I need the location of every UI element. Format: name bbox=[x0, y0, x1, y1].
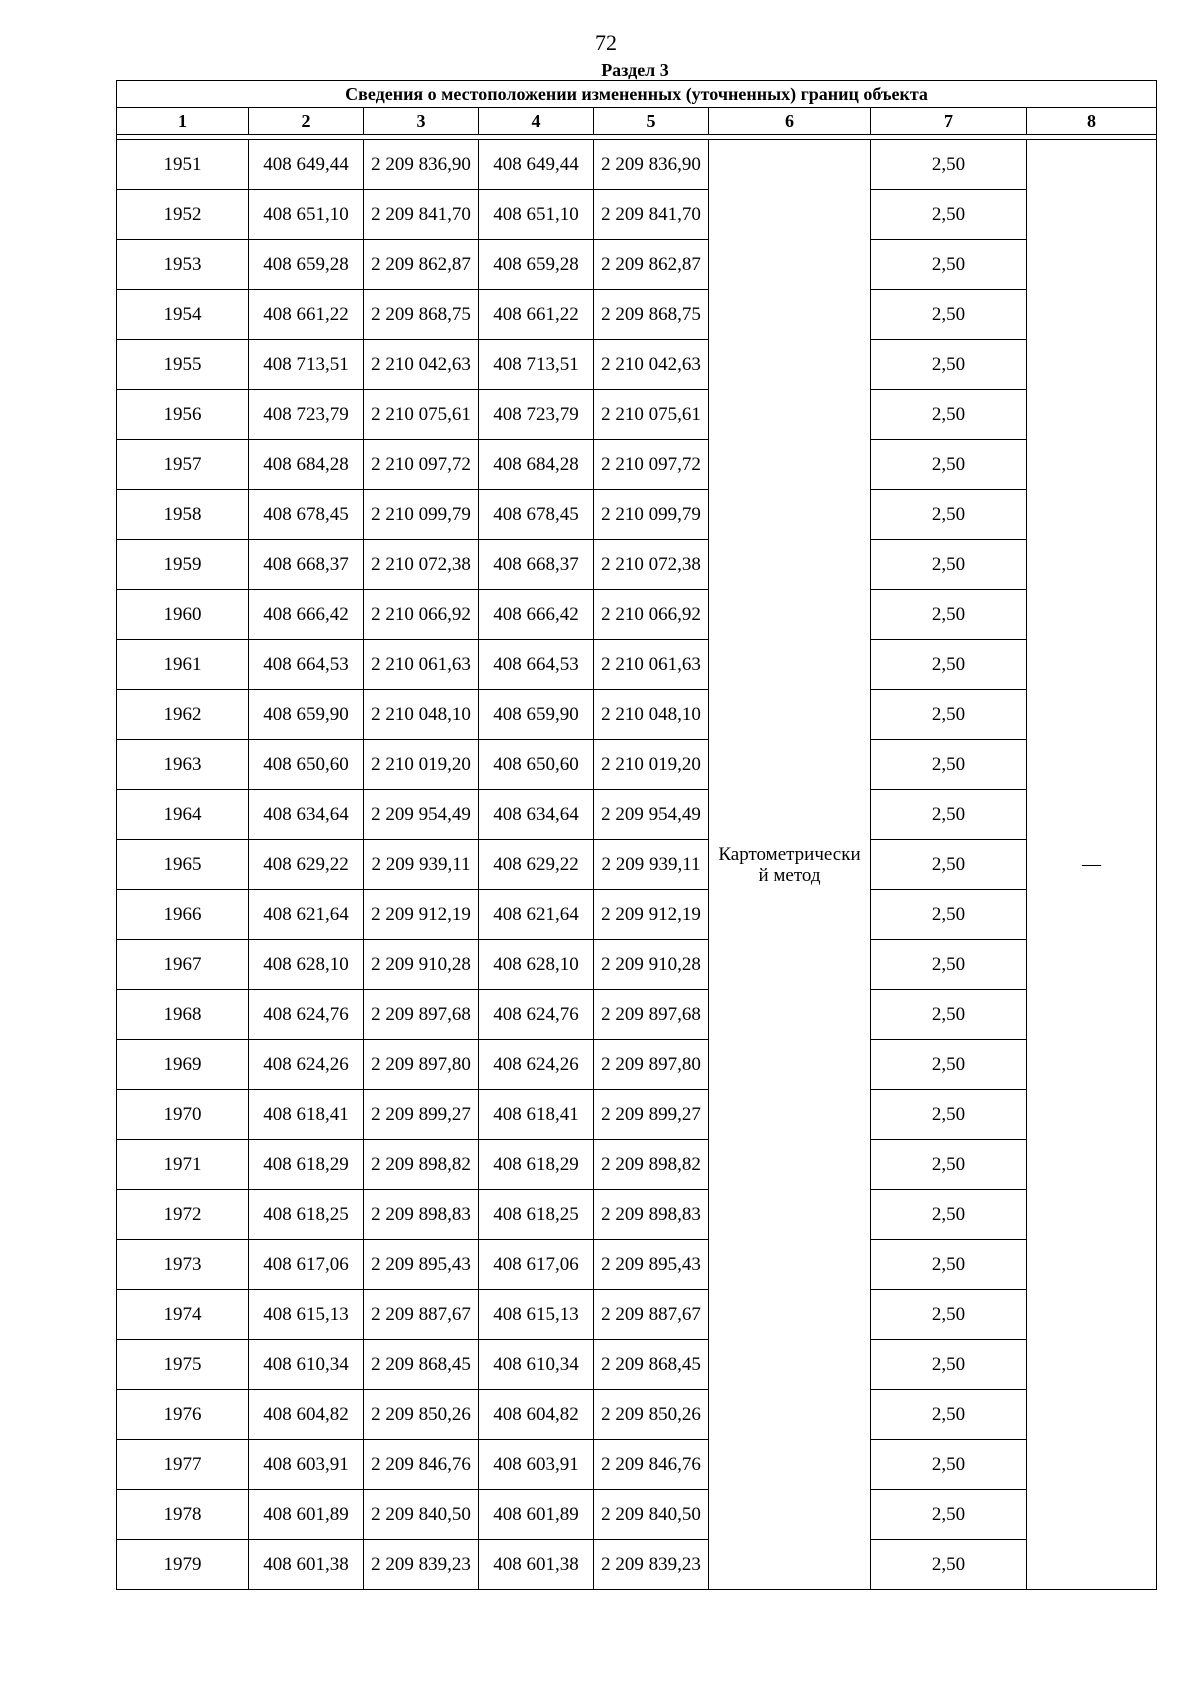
accuracy-cell: 2,50 bbox=[871, 790, 1027, 840]
accuracy-cell: 2,50 bbox=[871, 990, 1027, 1040]
existing-y-cell: 2 210 066,92 bbox=[364, 590, 479, 640]
method-line-2: й метод bbox=[758, 864, 821, 886]
existing-x-cell: 408 678,45 bbox=[249, 490, 364, 540]
existing-y-cell: 2 209 868,45 bbox=[364, 1340, 479, 1390]
existing-x-cell: 408 624,76 bbox=[249, 990, 364, 1040]
refined-y-cell: 2 209 954,49 bbox=[594, 790, 709, 840]
table-row bbox=[117, 1440, 1157, 1490]
table-row bbox=[117, 440, 1157, 490]
existing-x-cell: 408 659,28 bbox=[249, 240, 364, 290]
accuracy-cell: 2,50 bbox=[871, 1440, 1027, 1490]
refined-y-cell: 2 209 841,70 bbox=[594, 190, 709, 240]
existing-y-cell: 2 209 862,87 bbox=[364, 240, 479, 290]
existing-x-cell: 408 723,79 bbox=[249, 390, 364, 440]
existing-x-cell: 408 634,64 bbox=[249, 790, 364, 840]
point-number-cell: 1974 bbox=[117, 1290, 249, 1340]
column-8-cell: — bbox=[1027, 140, 1157, 1590]
accuracy-cell: 2,50 bbox=[871, 840, 1027, 890]
accuracy-cell: 2,50 bbox=[871, 640, 1027, 690]
refined-y-cell: 2 210 061,63 bbox=[594, 640, 709, 690]
table-row bbox=[117, 690, 1157, 740]
existing-y-cell: 2 210 097,72 bbox=[364, 440, 479, 490]
refined-x-cell: 408 628,10 bbox=[479, 940, 594, 990]
column-header-7: 7 bbox=[871, 108, 1027, 135]
accuracy-cell: 2,50 bbox=[871, 1290, 1027, 1340]
table-row bbox=[117, 1540, 1157, 1590]
refined-x-cell: 408 659,28 bbox=[479, 240, 594, 290]
refined-y-cell: 2 209 868,45 bbox=[594, 1340, 709, 1390]
table-row bbox=[117, 1140, 1157, 1190]
method-cell bbox=[709, 140, 871, 1590]
existing-y-cell: 2 210 099,79 bbox=[364, 490, 479, 540]
existing-y-cell: 2 209 841,70 bbox=[364, 190, 479, 240]
existing-x-cell: 408 621,64 bbox=[249, 890, 364, 940]
refined-y-cell: 2 209 898,83 bbox=[594, 1190, 709, 1240]
accuracy-cell: 2,50 bbox=[871, 540, 1027, 590]
point-number-cell: 1968 bbox=[117, 990, 249, 1040]
table-row bbox=[117, 390, 1157, 440]
column-header-2: 2 bbox=[249, 108, 364, 135]
existing-y-cell: 2 209 887,67 bbox=[364, 1290, 479, 1340]
existing-x-cell: 408 629,22 bbox=[249, 840, 364, 890]
table-row bbox=[117, 940, 1157, 990]
refined-y-cell: 2 209 897,68 bbox=[594, 990, 709, 1040]
refined-y-cell: 2 209 850,26 bbox=[594, 1390, 709, 1440]
accuracy-cell: 2,50 bbox=[871, 1140, 1027, 1190]
refined-y-cell: 2 209 840,50 bbox=[594, 1490, 709, 1540]
table-row bbox=[117, 890, 1157, 940]
refined-y-cell: 2 210 075,61 bbox=[594, 390, 709, 440]
existing-x-cell: 408 601,38 bbox=[249, 1540, 364, 1590]
existing-y-cell: 2 209 897,80 bbox=[364, 1040, 479, 1090]
point-number-cell: 1960 bbox=[117, 590, 249, 640]
existing-y-cell: 2 209 899,27 bbox=[364, 1090, 479, 1140]
column-header-6: 6 bbox=[709, 108, 871, 135]
refined-x-cell: 408 650,60 bbox=[479, 740, 594, 790]
point-number-cell: 1957 bbox=[117, 440, 249, 490]
refined-y-cell: 2 209 836,90 bbox=[594, 140, 709, 190]
section-title: Раздел 3 bbox=[601, 60, 669, 80]
existing-x-cell: 408 624,26 bbox=[249, 1040, 364, 1090]
column-header-row bbox=[117, 108, 1157, 135]
point-number-cell: 1961 bbox=[117, 640, 249, 690]
table-caption: Сведения о местоположении измененных (уточненных) границ объекта bbox=[117, 81, 1157, 108]
table-row bbox=[117, 740, 1157, 790]
table-caption-row bbox=[117, 81, 1157, 108]
refined-x-cell: 408 634,64 bbox=[479, 790, 594, 840]
accuracy-cell: 2,50 bbox=[871, 1190, 1027, 1240]
existing-x-cell: 408 650,60 bbox=[249, 740, 364, 790]
refined-y-cell: 2 209 898,82 bbox=[594, 1140, 709, 1190]
point-number-cell: 1954 bbox=[117, 290, 249, 340]
existing-x-cell: 408 618,41 bbox=[249, 1090, 364, 1140]
point-number-cell: 1976 bbox=[117, 1390, 249, 1440]
accuracy-cell: 2,50 bbox=[871, 1340, 1027, 1390]
existing-y-cell: 2 209 939,11 bbox=[364, 840, 479, 890]
column-header-1: 1 bbox=[117, 108, 249, 135]
point-number-cell: 1955 bbox=[117, 340, 249, 390]
accuracy-cell: 2,50 bbox=[871, 290, 1027, 340]
method-line-1: Картометрически bbox=[718, 843, 861, 865]
refined-y-cell: 2 209 939,11 bbox=[594, 840, 709, 890]
existing-y-cell: 2 209 839,23 bbox=[364, 1540, 479, 1590]
table-row bbox=[117, 990, 1157, 1040]
refined-x-cell: 408 668,37 bbox=[479, 540, 594, 590]
refined-y-cell: 2 209 862,87 bbox=[594, 240, 709, 290]
accuracy-cell: 2,50 bbox=[871, 1240, 1027, 1290]
accuracy-cell: 2,50 bbox=[871, 1090, 1027, 1140]
existing-x-cell: 408 684,28 bbox=[249, 440, 364, 490]
refined-x-cell: 408 617,06 bbox=[479, 1240, 594, 1290]
table-row bbox=[117, 1040, 1157, 1090]
table-row bbox=[117, 640, 1157, 690]
existing-y-cell: 2 210 061,63 bbox=[364, 640, 479, 690]
accuracy-cell: 2,50 bbox=[871, 740, 1027, 790]
point-number-cell: 1969 bbox=[117, 1040, 249, 1090]
refined-y-cell: 2 210 048,10 bbox=[594, 690, 709, 740]
existing-y-cell: 2 209 850,26 bbox=[364, 1390, 479, 1440]
existing-x-cell: 408 628,10 bbox=[249, 940, 364, 990]
column-header-3: 3 bbox=[364, 108, 479, 135]
existing-y-cell: 2 210 072,38 bbox=[364, 540, 479, 590]
refined-x-cell: 408 713,51 bbox=[479, 340, 594, 390]
accuracy-cell: 2,50 bbox=[871, 1390, 1027, 1440]
table-row bbox=[117, 1340, 1157, 1390]
point-number-cell: 1956 bbox=[117, 390, 249, 440]
existing-x-cell: 408 659,90 bbox=[249, 690, 364, 740]
accuracy-cell: 2,50 bbox=[871, 240, 1027, 290]
refined-y-cell: 2 210 099,79 bbox=[594, 490, 709, 540]
accuracy-cell: 2,50 bbox=[871, 390, 1027, 440]
refined-x-cell: 408 618,29 bbox=[479, 1140, 594, 1190]
existing-x-cell: 408 713,51 bbox=[249, 340, 364, 390]
accuracy-cell: 2,50 bbox=[871, 590, 1027, 640]
existing-x-cell: 408 618,25 bbox=[249, 1190, 364, 1240]
existing-y-cell: 2 209 910,28 bbox=[364, 940, 479, 990]
table-row bbox=[117, 1090, 1157, 1140]
refined-y-cell: 2 209 897,80 bbox=[594, 1040, 709, 1090]
table-row bbox=[117, 140, 1157, 190]
refined-x-cell: 408 659,90 bbox=[479, 690, 594, 740]
existing-y-cell: 2 209 954,49 bbox=[364, 790, 479, 840]
refined-x-cell: 408 624,26 bbox=[479, 1040, 594, 1090]
refined-x-cell: 408 618,25 bbox=[479, 1190, 594, 1240]
table-row bbox=[117, 490, 1157, 540]
refined-x-cell: 408 664,53 bbox=[479, 640, 594, 690]
refined-y-cell: 2 209 912,19 bbox=[594, 890, 709, 940]
existing-x-cell: 408 651,10 bbox=[249, 190, 364, 240]
existing-y-cell: 2 209 895,43 bbox=[364, 1240, 479, 1290]
point-number-cell: 1953 bbox=[117, 240, 249, 290]
refined-y-cell: 2 210 019,20 bbox=[594, 740, 709, 790]
column-header-4: 4 bbox=[479, 108, 594, 135]
table-row bbox=[117, 790, 1157, 840]
refined-x-cell: 408 601,38 bbox=[479, 1540, 594, 1590]
table-row bbox=[117, 590, 1157, 640]
refined-y-cell: 2 209 899,27 bbox=[594, 1090, 709, 1140]
refined-x-cell: 408 666,42 bbox=[479, 590, 594, 640]
table-row bbox=[117, 1190, 1157, 1240]
existing-y-cell: 2 209 846,76 bbox=[364, 1440, 479, 1490]
table-row bbox=[117, 540, 1157, 590]
existing-y-cell: 2 210 042,63 bbox=[364, 340, 479, 390]
refined-x-cell: 408 603,91 bbox=[479, 1440, 594, 1490]
refined-y-cell: 2 209 846,76 bbox=[594, 1440, 709, 1490]
table-row bbox=[117, 1490, 1157, 1540]
existing-x-cell: 408 666,42 bbox=[249, 590, 364, 640]
refined-x-cell: 408 651,10 bbox=[479, 190, 594, 240]
point-number-cell: 1965 bbox=[117, 840, 249, 890]
accuracy-cell: 2,50 bbox=[871, 1540, 1027, 1590]
refined-x-cell: 408 629,22 bbox=[479, 840, 594, 890]
existing-x-cell: 408 618,29 bbox=[249, 1140, 364, 1190]
column-header-5: 5 bbox=[594, 108, 709, 135]
point-number-cell: 1966 bbox=[117, 890, 249, 940]
accuracy-cell: 2,50 bbox=[871, 440, 1027, 490]
point-number-cell: 1952 bbox=[117, 190, 249, 240]
table-row bbox=[117, 1390, 1157, 1440]
column-header-8: 8 bbox=[1027, 108, 1157, 135]
refined-y-cell: 2 209 895,43 bbox=[594, 1240, 709, 1290]
existing-x-cell: 408 601,89 bbox=[249, 1490, 364, 1540]
existing-y-cell: 2 209 912,19 bbox=[364, 890, 479, 940]
refined-y-cell: 2 210 072,38 bbox=[594, 540, 709, 590]
existing-x-cell: 408 664,53 bbox=[249, 640, 364, 690]
existing-x-cell: 408 603,91 bbox=[249, 1440, 364, 1490]
accuracy-cell: 2,50 bbox=[871, 490, 1027, 540]
table-row bbox=[117, 290, 1157, 340]
refined-x-cell: 408 624,76 bbox=[479, 990, 594, 1040]
accuracy-cell: 2,50 bbox=[871, 890, 1027, 940]
point-number-cell: 1971 bbox=[117, 1140, 249, 1190]
table-row bbox=[117, 340, 1157, 390]
point-number-cell: 1963 bbox=[117, 740, 249, 790]
refined-y-cell: 2 209 887,67 bbox=[594, 1290, 709, 1340]
point-number-cell: 1970 bbox=[117, 1090, 249, 1140]
table-row bbox=[117, 1240, 1157, 1290]
refined-x-cell: 408 621,64 bbox=[479, 890, 594, 940]
page-number: 72 bbox=[595, 30, 617, 55]
accuracy-cell: 2,50 bbox=[871, 190, 1027, 240]
table-row bbox=[117, 190, 1157, 240]
refined-x-cell: 408 649,44 bbox=[479, 140, 594, 190]
existing-y-cell: 2 210 048,10 bbox=[364, 690, 479, 740]
accuracy-cell: 2,50 bbox=[871, 340, 1027, 390]
existing-x-cell: 408 615,13 bbox=[249, 1290, 364, 1340]
refined-y-cell: 2 209 839,23 bbox=[594, 1540, 709, 1590]
refined-x-cell: 408 618,41 bbox=[479, 1090, 594, 1140]
accuracy-cell: 2,50 bbox=[871, 140, 1027, 190]
table-row bbox=[117, 240, 1157, 290]
point-number-cell: 1975 bbox=[117, 1340, 249, 1390]
accuracy-cell: 2,50 bbox=[871, 690, 1027, 740]
table-row bbox=[117, 840, 1157, 890]
point-number-cell: 1958 bbox=[117, 490, 249, 540]
point-number-cell: 1962 bbox=[117, 690, 249, 740]
refined-x-cell: 408 661,22 bbox=[479, 290, 594, 340]
point-number-cell: 1959 bbox=[117, 540, 249, 590]
existing-x-cell: 408 617,06 bbox=[249, 1240, 364, 1290]
accuracy-cell: 2,50 bbox=[871, 940, 1027, 990]
point-number-cell: 1967 bbox=[117, 940, 249, 990]
refined-x-cell: 408 604,82 bbox=[479, 1390, 594, 1440]
refined-x-cell: 408 723,79 bbox=[479, 390, 594, 440]
refined-x-cell: 408 601,89 bbox=[479, 1490, 594, 1540]
point-number-cell: 1964 bbox=[117, 790, 249, 840]
table-row bbox=[117, 1290, 1157, 1340]
refined-y-cell: 2 209 910,28 bbox=[594, 940, 709, 990]
existing-x-cell: 408 610,34 bbox=[249, 1340, 364, 1390]
existing-y-cell: 2 209 836,90 bbox=[364, 140, 479, 190]
existing-x-cell: 408 604,82 bbox=[249, 1390, 364, 1440]
point-number-cell: 1978 bbox=[117, 1490, 249, 1540]
accuracy-cell: 2,50 bbox=[871, 1490, 1027, 1540]
boundary-table bbox=[116, 80, 1157, 1590]
point-number-cell: 1977 bbox=[117, 1440, 249, 1490]
existing-y-cell: 2 209 868,75 bbox=[364, 290, 479, 340]
point-number-cell: 1979 bbox=[117, 1540, 249, 1590]
point-number-cell: 1973 bbox=[117, 1240, 249, 1290]
refined-x-cell: 408 678,45 bbox=[479, 490, 594, 540]
refined-x-cell: 408 684,28 bbox=[479, 440, 594, 490]
existing-y-cell: 2 210 019,20 bbox=[364, 740, 479, 790]
existing-x-cell: 408 661,22 bbox=[249, 290, 364, 340]
point-number-cell: 1972 bbox=[117, 1190, 249, 1240]
point-number-cell: 1951 bbox=[117, 140, 249, 190]
refined-x-cell: 408 610,34 bbox=[479, 1340, 594, 1390]
accuracy-cell: 2,50 bbox=[871, 1040, 1027, 1090]
existing-x-cell: 408 668,37 bbox=[249, 540, 364, 590]
existing-y-cell: 2 209 898,82 bbox=[364, 1140, 479, 1190]
refined-y-cell: 2 209 868,75 bbox=[594, 290, 709, 340]
refined-x-cell: 408 615,13 bbox=[479, 1290, 594, 1340]
refined-y-cell: 2 210 066,92 bbox=[594, 590, 709, 640]
existing-x-cell: 408 649,44 bbox=[249, 140, 364, 190]
existing-y-cell: 2 209 840,50 bbox=[364, 1490, 479, 1540]
existing-y-cell: 2 210 075,61 bbox=[364, 390, 479, 440]
refined-y-cell: 2 210 097,72 bbox=[594, 440, 709, 490]
refined-y-cell: 2 210 042,63 bbox=[594, 340, 709, 390]
existing-y-cell: 2 209 897,68 bbox=[364, 990, 479, 1040]
existing-y-cell: 2 209 898,83 bbox=[364, 1190, 479, 1240]
